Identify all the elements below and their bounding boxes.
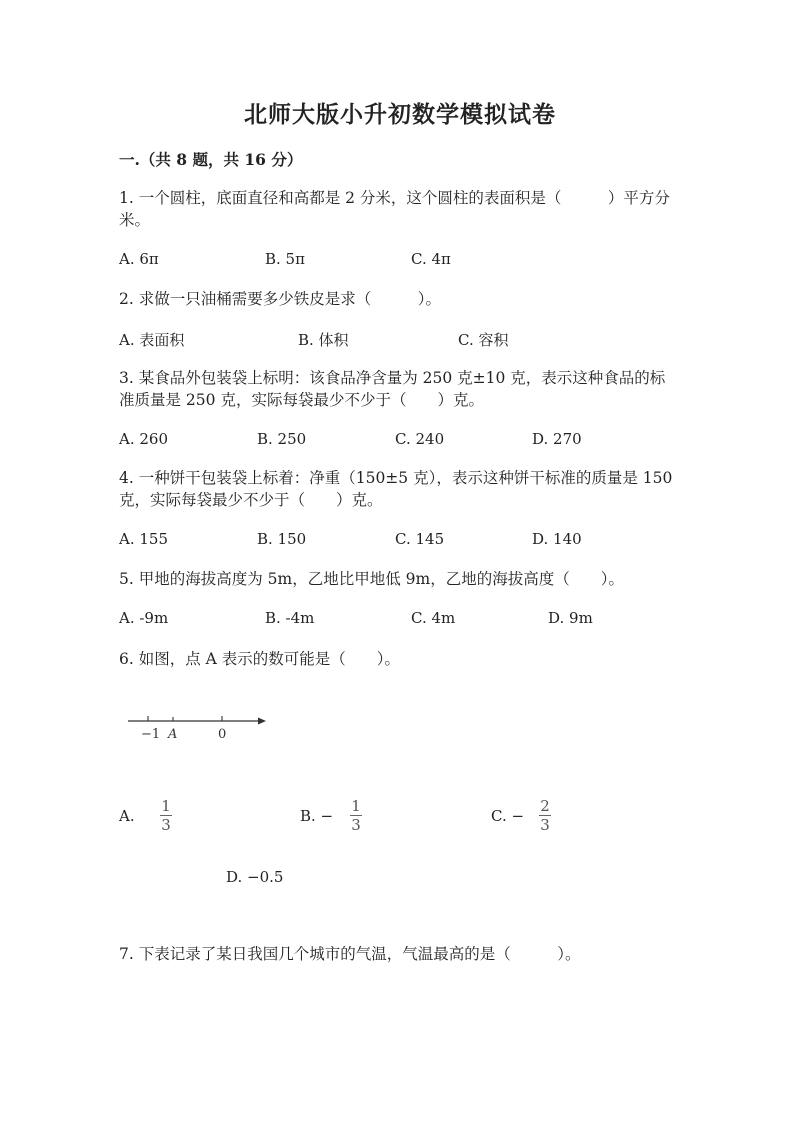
option-b-prefix: B. −: [300, 807, 334, 825]
question-1-option-b[interactable]: B. 5π: [265, 250, 305, 268]
question-1-line-2: 米。: [119, 211, 151, 229]
fraction-numerator: 1: [161, 797, 171, 815]
question-7-line-1: 7. 下表记录了某日我国几个城市的气温，气温最高的是（ ）。: [119, 945, 581, 963]
question-3-line-2: 准质量是 250 克，实际每袋最少不少于（ ）克。: [119, 391, 484, 409]
question-4-line-2: 克，实际每袋最少不少于（ ）克。: [119, 491, 383, 509]
question-4-option-b[interactable]: B. 150: [257, 530, 307, 548]
question-5-option-a[interactable]: A. -9m: [119, 609, 169, 627]
question-3-option-a[interactable]: A. 260: [119, 430, 168, 448]
question-2-option-c[interactable]: C. 容积: [458, 331, 509, 349]
question-3-line-1: 3. 某食品外包装袋上标明：该食品净含量为 250 克±10 克，表示这种食品的标: [119, 369, 666, 387]
question-2-option-b[interactable]: B. 体积: [298, 331, 349, 349]
fraction-denominator: 3: [351, 816, 361, 834]
page-title: 北师大版小升初数学模拟试卷: [244, 101, 556, 128]
fraction-denominator: 3: [161, 816, 171, 834]
option-a-prefix: A.: [119, 807, 135, 825]
question-1-option-c[interactable]: C. 4π: [411, 250, 451, 268]
number-line-arrow: [258, 718, 266, 725]
question-5-option-d[interactable]: D. 9m: [548, 609, 593, 627]
label-minus-one: −1: [141, 727, 161, 742]
question-3-option-c[interactable]: C. 240: [395, 430, 445, 448]
question-5-option-b[interactable]: B. -4m: [265, 609, 315, 627]
question-1-option-a[interactable]: A. 6π: [119, 250, 159, 268]
question-4-option-d[interactable]: D. 140: [532, 530, 582, 548]
question-4-option-a[interactable]: A. 155: [119, 530, 168, 548]
question-6-line-1: 6. 如图，点 A 表示的数可能是（ ）。: [119, 650, 401, 668]
question-5-option-c[interactable]: C. 4m: [411, 609, 456, 627]
fraction-denominator: 3: [540, 816, 550, 834]
option-b-fraction: [350, 798, 362, 833]
question-6-option-c[interactable]: [491, 807, 524, 825]
option-c-prefix: C. −: [491, 807, 525, 825]
question-3-option-b[interactable]: B. 250: [257, 430, 307, 448]
option-c-fraction: [539, 798, 551, 833]
question-2-option-a[interactable]: A. 表面积: [119, 331, 185, 349]
fraction-numerator: 1: [351, 797, 361, 815]
question-4-line-1: 4. 一种饼干包装袋上标着：净重（150±5 克），表示这种饼干标准的质量是 150: [119, 469, 673, 487]
question-2-line-1: 2. 求做一只油桶需要多少铁皮是求（ ）。: [119, 290, 441, 308]
question-3-option-d[interactable]: D. 270: [532, 430, 582, 448]
question-4-option-c[interactable]: C. 145: [395, 530, 445, 548]
label-zero: 0: [218, 727, 227, 742]
question-6-option-a[interactable]: [119, 807, 135, 825]
question-1-line-1: 1. 一个圆柱，底面直径和高都是 2 分米，这个圆柱的表面积是（ ）平方分: [119, 189, 670, 207]
option-a-fraction: [160, 798, 172, 833]
question-6-option-b[interactable]: [300, 807, 333, 825]
question-5-line-1: 5. 甲地的海拔高度为 5m，乙地比甲地低 9m，乙地的海拔高度（ ）。: [119, 570, 624, 588]
label-point-a: A: [168, 727, 178, 742]
fraction-numerator: 2: [540, 797, 550, 815]
question-6-option-d[interactable]: D. −0.5: [226, 868, 284, 886]
section-heading: 一.（共 8 题，共 16 分）: [119, 150, 303, 169]
number-line-figure: [124, 708, 274, 744]
